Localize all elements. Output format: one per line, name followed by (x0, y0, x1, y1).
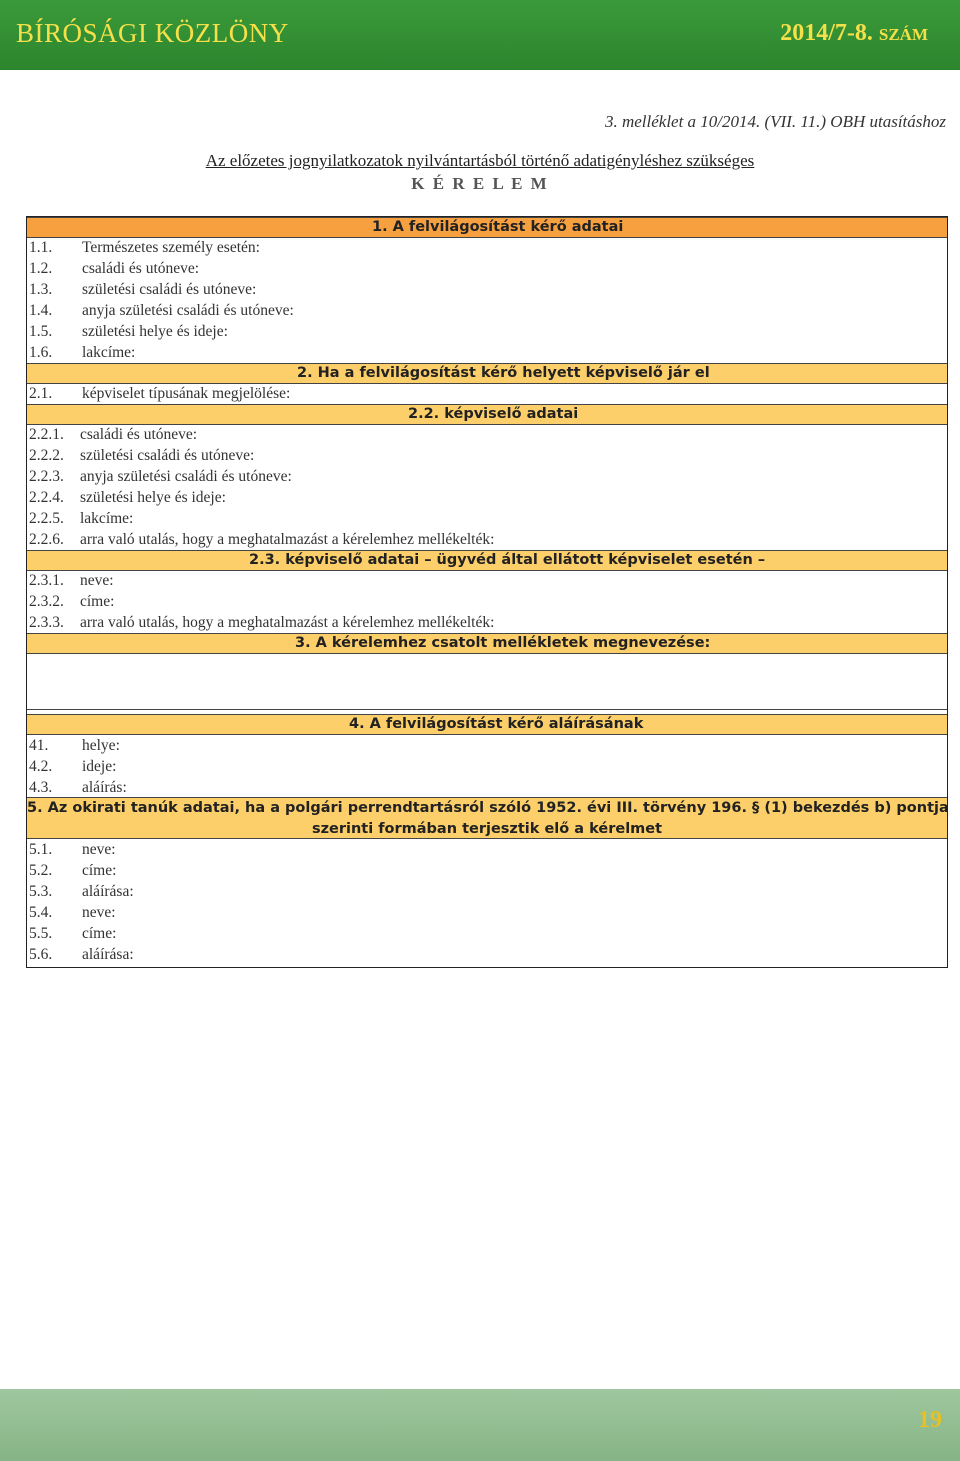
page-number: 19 (918, 1407, 942, 1433)
form-row: 2.3.3. arra való utalás, hogy a meghatalmazást a kérelemhez mellékelték: (29, 614, 495, 631)
form-row: 1.6. lakcíme: (29, 344, 136, 361)
request-form (26, 216, 948, 968)
section-2-3-header: 2.3. képviselő adatai – ügyvéd által ellátott képviselet esetén – (27, 550, 947, 571)
section-4-header: 4. A felvilágosítást kérő aláírásának (27, 714, 947, 735)
form-row: 1.3. születési családi és utóneve: (29, 281, 257, 298)
form-row: 5.3. aláírása: (29, 883, 134, 900)
form-row: 2.2.4. születési helye és ideje: (29, 489, 226, 506)
form-row: 1.2. családi és utóneve: (29, 260, 200, 277)
form-row: 2.2.3. anyja születési családi és utóneve: (29, 468, 292, 485)
issue-label (780, 20, 928, 47)
journal-title: BÍRÓSÁGI KÖZLÖNY (16, 18, 289, 48)
form-row: 5.1. neve: (29, 841, 116, 858)
form-subtitle: K É R E L E M (411, 174, 549, 193)
form-row: 4.2. ideje: (29, 758, 117, 775)
issue-number: 2014/7-8. (780, 20, 873, 46)
form-row: 5.6. aláírása: (29, 946, 134, 963)
section-5-header (27, 797, 947, 839)
form-row: 5.4. neve: (29, 904, 116, 921)
section-1-header: 1. A felvilágosítást kérő adatai (27, 217, 947, 238)
form-row: 2.2.5. lakcíme: (29, 510, 134, 527)
form-row: 1.5. születési helye és ideje: (29, 323, 228, 340)
journal-header (0, 0, 960, 70)
form-row: 2.1. képviselet típusának megjelölése: (29, 385, 291, 402)
section-2-header: 2. Ha a felvilágosítást kérő helyett képviselő jár el (27, 363, 947, 384)
form-row: 2.2.1. családi és utóneve: (29, 426, 198, 443)
form-row: 2.2.2. születési családi és utóneve: (29, 447, 255, 464)
form-row: 5.5. címe: (29, 925, 117, 942)
form-row: 1.4. anyja születési családi és utóneve: (29, 302, 294, 319)
section-2-2-header: 2.2. képviselő adatai (27, 404, 947, 425)
annex-reference: 3. melléklet a 10/2014. (VII. 11.) OBH utasításhoz (604, 112, 946, 131)
section-5-title: 5. Az okirati tanúk adatai, ha a polgári perrendtartásról szóló 1952. évi III. törvény 196. § (1) bekezdés b) pontja szerinti formában terjesztik elő a kérelmet (27, 800, 949, 837)
form-title: Az előzetes jognyilatkozatok nyilvántartásból történő adatigényléshez szükséges (205, 151, 755, 170)
form-row: 2.3.1. neve: (29, 572, 114, 589)
form-row: 1.1. Természetes személy esetén: (29, 239, 260, 256)
attachments-area (27, 657, 947, 710)
page-footer (0, 1389, 960, 1461)
form-row: 5.2. címe: (29, 862, 117, 879)
section-3-header: 3. A kérelemhez csatolt mellékletek megnevezése: (27, 633, 947, 654)
form-row: 41. helye: (29, 737, 120, 754)
form-row: 2.2.6. arra való utalás, hogy a meghatalmazást a kérelemhez mellékelték: (29, 531, 495, 548)
issue-suffix: SZÁM (878, 25, 928, 44)
form-row: 4.3. aláírás: (29, 779, 127, 796)
form-row: 2.3.2. címe: (29, 593, 115, 610)
